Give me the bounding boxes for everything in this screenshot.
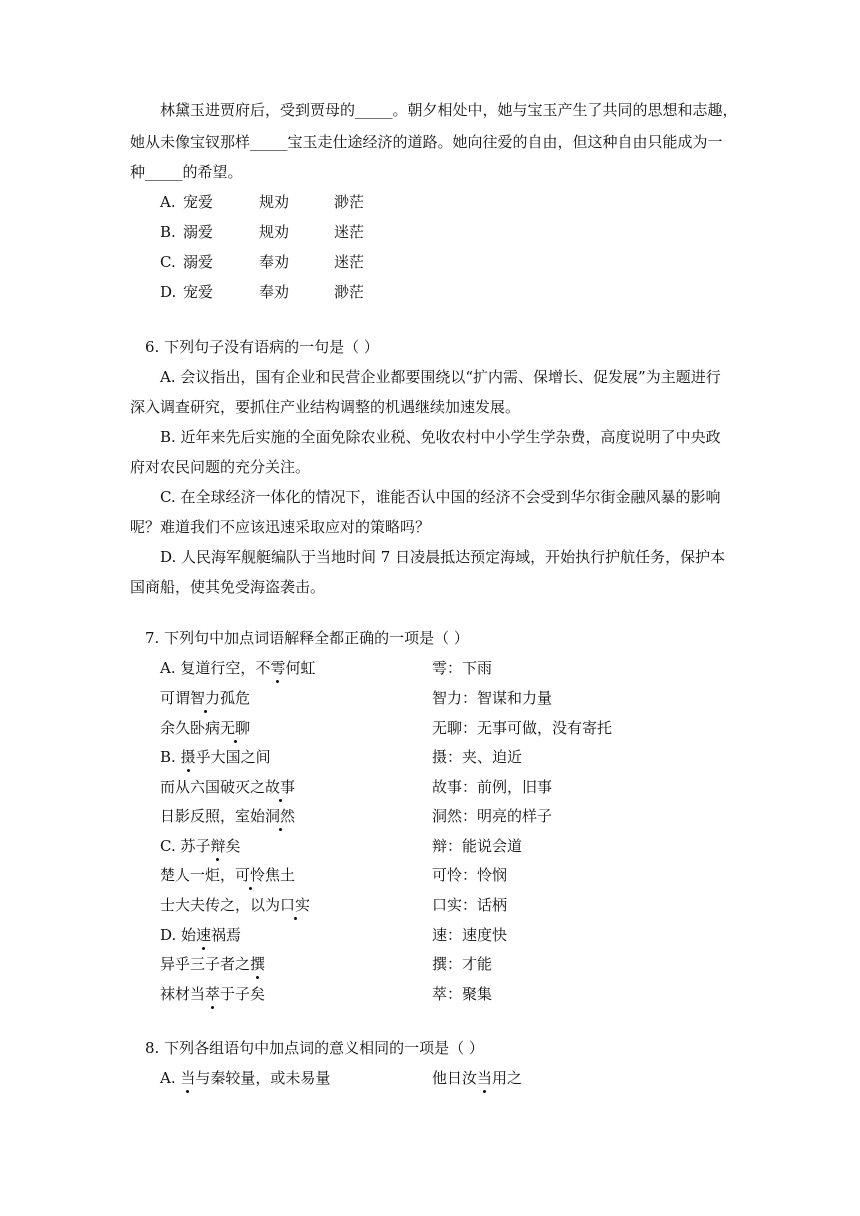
dotted-word: 洞然 — [265, 807, 296, 825]
dotted-word: 智力 — [190, 689, 221, 707]
q8-stem: 8. 下列各组语句中加点词的意义相同的一项是（ ） — [145, 1039, 484, 1057]
q7-gloss: 无聊：无事可做，没有寄托 — [432, 719, 613, 737]
q7-gloss: 摄：夹、迫近 — [432, 748, 523, 766]
option-word-2: 奉劝 — [259, 283, 290, 301]
q7-sentence: 楚人一炬，可怜焦土 — [160, 866, 296, 884]
option-word-3: 渺茫 — [334, 193, 365, 211]
option-word-2: 规劝 — [259, 223, 290, 241]
q5-passage-line-3: 种_____的希望。 — [130, 163, 243, 181]
option-label: C. — [160, 253, 176, 271]
dotted-word: 辩 — [210, 837, 226, 855]
q6-option-c-line-2: 呢？难道我们不应该迅速采取应对的策略吗？ — [130, 518, 431, 536]
dotted-word: 当 — [477, 1069, 493, 1087]
dotted-word: 雩 — [270, 659, 286, 677]
q7-sentence: 士大夫传之，以为口实 — [160, 896, 311, 914]
q6-option-c-line-1: C. 在全球经济一体化的情况下，谁能否认中国的经济不会受到华尔街金融风暴的影响 — [160, 488, 721, 506]
q5-passage-line-2: 她从未像宝钗那样_____宝玉走仕途经济的道路。她向往爱的自由，但这种自由只能成为一 — [130, 133, 723, 151]
dotted-word: 口实 — [280, 896, 311, 914]
option-label: D. — [160, 283, 177, 301]
q6-option-b-line-2: 府对农民问题的充分关注。 — [130, 458, 311, 476]
dotted-word: 萃 — [205, 985, 221, 1003]
option-word-3: 迷茫 — [334, 253, 365, 271]
q7-gloss: 洞然：明亮的样子 — [432, 807, 553, 825]
q7-gloss: 辩：能说会道 — [432, 837, 523, 855]
q6-option-a-line-2: 深入调查研究，要抓住产业结构调整的机遇继续加速发展。 — [130, 398, 521, 416]
dotted-word: 撰 — [250, 955, 266, 973]
q7-sentence: A. 复道行空，不雩何虹 — [160, 659, 316, 677]
q7-gloss: 撰：才能 — [432, 955, 493, 973]
q7-gloss: 雩：下雨 — [432, 659, 493, 677]
q7-sentence: B. 摄乎大国之间 — [160, 748, 271, 766]
q7-sentence: D. 始速祸焉 — [160, 926, 242, 944]
q7-sentence: 余久卧病无聊 — [160, 719, 251, 737]
option-word-2: 规劝 — [259, 193, 290, 211]
dotted-word: 当 — [180, 1069, 196, 1087]
dotted-word: 无聊 — [220, 719, 251, 737]
option-word-1: 溺爱 — [183, 223, 214, 241]
option-word-3: 迷茫 — [334, 223, 365, 241]
q7-sentence: C. 苏子辩矣 — [160, 837, 241, 855]
q6-stem: 6. 下列句子没有语病的一句是（ ） — [145, 338, 379, 356]
q7-gloss: 故事：前例，旧事 — [432, 778, 553, 796]
option-label: B. — [160, 223, 176, 241]
q5-passage-line-1: 林黛玉进贾府后，受到贾母的_____。朝夕相处中，她与宝玉产生了共同的思想和志趣， — [160, 101, 738, 119]
q7-stem: 7. 下列句中加点词语解释全都正确的一项是（ ） — [145, 629, 469, 647]
q7-gloss: 智力：智谋和力量 — [432, 689, 553, 707]
option-word-2: 奉劝 — [259, 253, 290, 271]
q7-gloss: 速：速度快 — [432, 926, 508, 944]
q7-sentence: 袜材当萃于子矣 — [160, 985, 266, 1003]
option-word-3: 渺茫 — [334, 283, 365, 301]
q7-gloss: 口实：话柄 — [432, 896, 508, 914]
dotted-word: 速 — [196, 926, 212, 944]
q7-sentence: 异乎三子者之撰 — [160, 955, 266, 973]
q7-sentence: 而从六国破灭之故事 — [160, 778, 296, 796]
option-word-1: 溺爱 — [183, 253, 214, 271]
option-word-1: 宠爱 — [183, 283, 214, 301]
q6-option-d-line-1: D. 人民海军舰艇编队于当地时间 7 日凌晨抵达预定海域，开始执行护航任务，保护本 — [160, 548, 726, 566]
q7-gloss: 可怜：怜悯 — [432, 866, 508, 884]
option-label: A. — [160, 193, 176, 211]
dotted-word: 故事 — [265, 778, 296, 796]
dotted-word: 可怜 — [235, 866, 266, 884]
q7-gloss: 萃：聚集 — [432, 985, 493, 1003]
q7-sentence: 日影反照，室始洞然 — [160, 807, 296, 825]
q6-option-b-line-1: B. 近年来先后实施的全面免除农业税、免收农村中小学生学杂费，高度说明了中央政 — [160, 428, 721, 446]
q8-option-a-left: A. 当与秦较量，或未易量 — [160, 1069, 331, 1087]
q6-option-a-line-1: A. 会议指出，国有企业和民营企业都要围绕以“扩内需、保增长、促发展”为主题进行 — [160, 368, 721, 386]
dotted-word: 摄 — [180, 748, 196, 766]
q7-sentence: 可谓智力孤危 — [160, 689, 251, 707]
q8-option-a-right: 他日汝当用之 — [432, 1069, 523, 1087]
q6-option-d-line-2: 国商船，使其免受海盗袭击。 — [130, 578, 326, 596]
option-word-1: 宠爱 — [183, 193, 214, 211]
